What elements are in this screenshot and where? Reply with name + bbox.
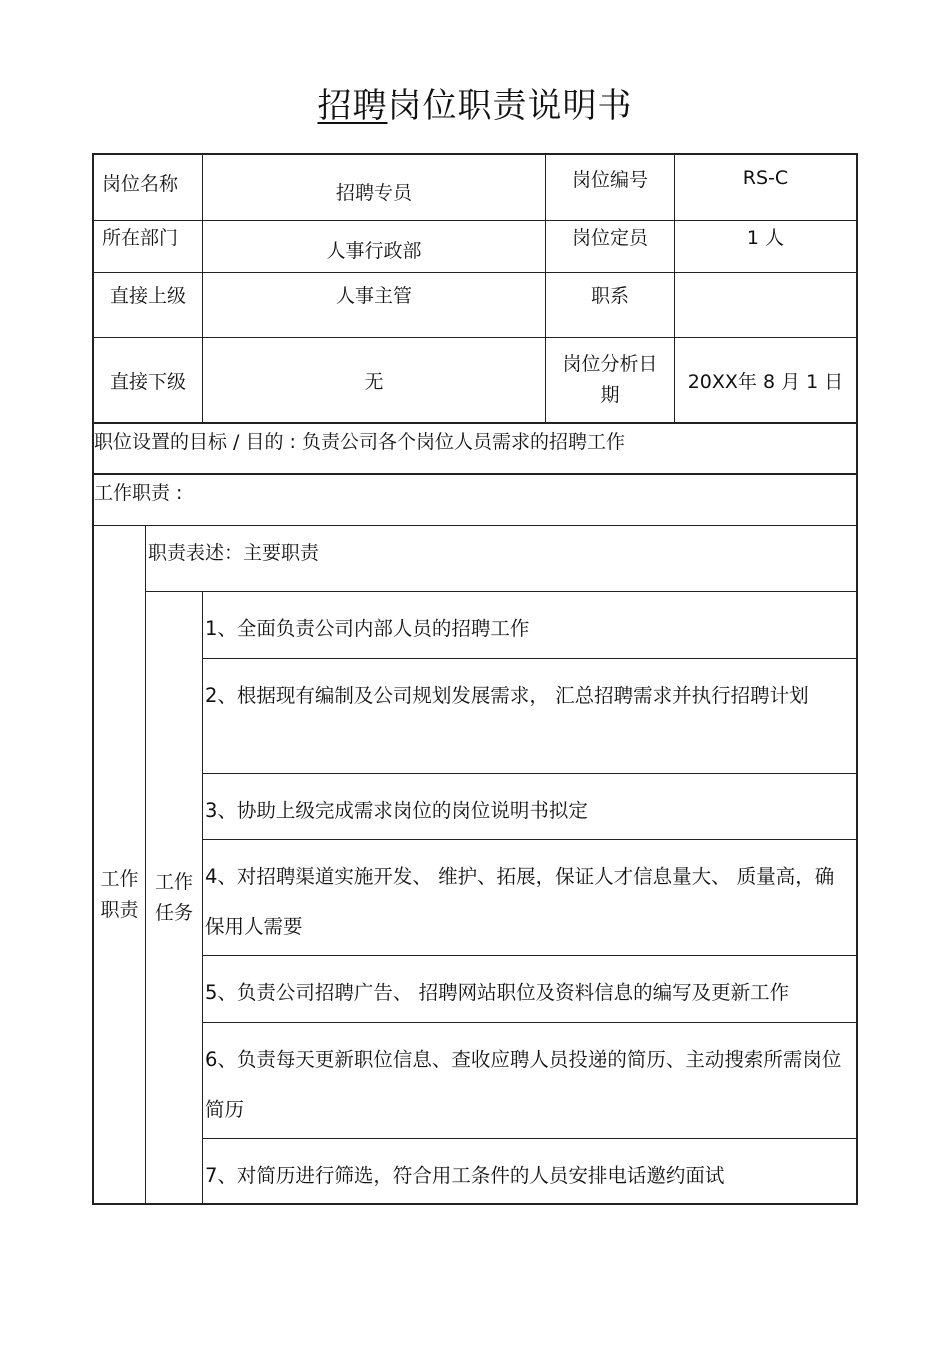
value-position-code: RS-C	[674, 153, 858, 221]
value-headcount: 1 人	[674, 220, 858, 273]
label-job-series: 职系	[545, 272, 675, 338]
label-department: 所在部门	[92, 220, 203, 273]
objective-row: 职位设置的目标 / 目的 : 负责公司各个岗位人员需求的招聘工作	[92, 422, 858, 475]
value-superior: 人事主管	[202, 272, 546, 338]
value-job-series	[674, 272, 858, 338]
task-item: 3、协助上级完成需求岗位的岗位说明书拟定	[202, 773, 858, 840]
value-department: 人事行政部	[202, 220, 546, 273]
label-position-name: 岗位名称	[92, 153, 203, 221]
tasks-side-label: 工作任务	[145, 591, 203, 1205]
value-position-name: 招聘专员	[202, 153, 546, 221]
task-item: 6、负责每天更新职位信息、查收应聘人员投递的简历、主动搜索所需岗位简历	[202, 1022, 858, 1139]
label-subordinate: 直接下级	[92, 337, 203, 423]
label-superior: 直接上级	[92, 272, 203, 338]
title-rest: 岗位职责说明书	[387, 86, 633, 126]
label-position-code: 岗位编号	[545, 153, 675, 221]
title-underlined: 招聘	[317, 86, 388, 126]
task-item: 5、负责公司招聘广告、 招聘网站职位及资料信息的编写及更新工作	[202, 955, 858, 1023]
duties-side-label: 工作职责	[92, 525, 146, 1205]
task-item: 7、对简历进行筛选，符合用工条件的人员安排电话邀约面试	[202, 1138, 858, 1205]
duties-header-row: 工作职责 :	[92, 474, 858, 526]
label-analysis-date: 岗位分析日期	[545, 337, 675, 423]
task-item: 1、全面负责公司内部人员的招聘工作	[202, 591, 858, 659]
task-item: 4、对招聘渠道实施开发、 维护、拓展，保证人才信息量大、 质量高，确保用人需要	[202, 839, 858, 956]
value-subordinate: 无	[202, 337, 546, 423]
document-title	[0, 78, 950, 127]
label-headcount: 岗位定员	[545, 220, 675, 273]
value-analysis-date: 20XX年 8 月 1 日	[674, 337, 858, 423]
task-item: 2、根据现有编制及公司规划发展需求， 汇总招聘需求并执行招聘计划	[202, 658, 858, 774]
duties-description-label: 职责表述：主要职责	[145, 525, 858, 592]
